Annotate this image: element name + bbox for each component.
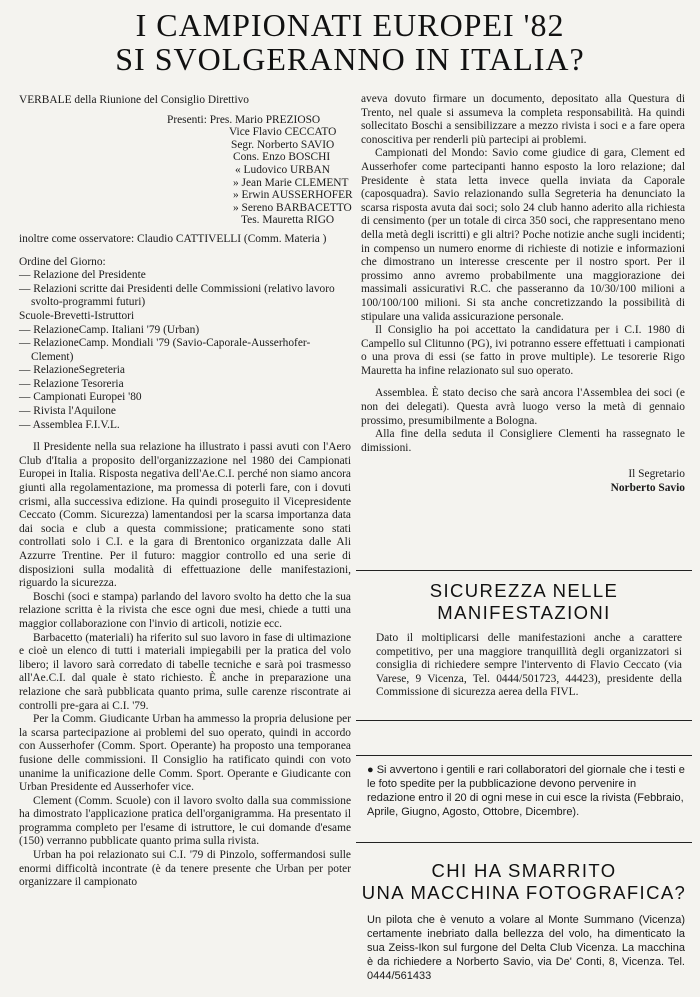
paragraph: Urban ha poi relazionato sui C.I. '79 di Pinzolo, soffermandosi sulle enormi difficoltà incontrate (è da tenere presente che Urban per poter organizzare il campionato <box>19 849 351 889</box>
present-line: Tes. Mauretta RIGO <box>241 214 335 227</box>
paragraph: Campionati del Mondo: Savio come giudice di gara, Clement ed Ausserhofer come partecipanti hanno esposto la loro relazione; dal Presidente è stata letta invece quella inviata da Caporale (caposquadra). Savio relazionando sulla Segreteria ha denunciato la scarsa risposta avuta dai soci; solo 24 club hanno aderito alla richiesta di censimento (per un totale di circa 350 soci, che rappresentano meno della metà degli iscritti) e gli altri? Poche notizie anche sugli incidenti; in compenso un numero enorme di richieste di notizie e informazioni che dimostrano un interesse crescente per il nostro sport. Per il prossimo anno avremo probabilmente una maggiorazione dei massimali assicurativi R.C. che passeranno da 10/30/100 milioni a 100/100/100 milioni. Si sta anche concretizzando la possibilità di stipulare una valida assicurazione personale. <box>361 147 685 323</box>
headline-line-1: I CAMPIONATI EUROPEI '82 <box>135 7 565 43</box>
agenda-list <box>19 269 351 432</box>
present-line: » Jean Marie CLEMENT <box>233 176 349 189</box>
paragraph: Il Presidente nella sua relazione ha illustrato i passi avuti con l'Aero Club d'Italia a proposito dell'organizzazione nel 1980 dei Campionati Europei in Italia. Risposta negativa dell'Ae.C.I. perché non siamo ancora giunti alla regolamentazione, ma promessa di poterli fare, con i dovuti crismi, alla successiva edizione. Ha quindi proseguito il Vicepresidente Ceccato (Comm. Sicurezza) lamentandosi per la scarsa importanza data dai socia e club a questa commissione; praticamente sono stati controllati solo i C.I. e la gara di Brentonico organizzata dalle Ali Azzurre Trentine. Per il futuro: maggior controllo ed una serie di disposizioni sulla modalità di effettuazione delle manifestazioni, riguardo la sicurezza. <box>19 441 351 590</box>
present-line: » Erwin AUSSERHOFER <box>233 189 353 202</box>
paragraph: Boschi (soci e stampa) parlando del lavoro svolto ha detto che la sua relazione scritta è la rivista che esce ogni due mesi, chiede a tutti una maggior collaborazione con l'invio di articoli, notizie ecc. <box>19 590 351 630</box>
paragraph: aveva dovuto firmare un documento, depositato alla Questura di Trento, nel quale si assumeva la completa responsabilità. Ha quindi sollecitato Boschi a sensibilizzare a mezzo rivista i soci e a fare opera conoscitiva per renderli più partecipi ai problemi. <box>361 93 685 146</box>
headline <box>0 8 700 76</box>
agenda-item: — Rivista l'Aquilone <box>19 405 116 418</box>
agenda-item: Scuole-Brevetti-Istruttori <box>19 309 135 322</box>
signature-role: Il Segretario <box>628 468 685 481</box>
present-line: Presenti: Pres. Mario PREZIOSO <box>167 113 321 126</box>
present-line: Segr. Norberto SAVIO <box>231 138 335 151</box>
agenda-title: Ordine del Giorno: <box>19 255 106 268</box>
right-column <box>361 93 685 495</box>
present-line: Vice Flavio CECCATO <box>229 126 337 139</box>
agenda-item: — Assemblea F.I.V.L. <box>19 418 120 431</box>
present-line: » Sereno BARBACETTO <box>233 201 352 214</box>
agenda-item: — RelazioneCamp. Mondiali '79 (Savio-Caporale-Ausserhofer-Clement) <box>19 337 311 363</box>
lost-title <box>356 860 692 904</box>
signature-block <box>361 467 685 495</box>
lost-title-line-1: CHI HA SMARRITO <box>431 860 617 881</box>
divider <box>356 842 692 843</box>
agenda-item: — Relazione Tesoreria <box>19 377 124 390</box>
agenda-item: — RelazioneCamp. Italiani '79 (Urban) <box>19 323 200 336</box>
verbale-intro: VERBALE della Riunione del Consiglio Direttivo <box>19 94 250 106</box>
agenda-item: — Relazioni scritte dai Presidenti delle Commissioni (relativo lavoro svolto-programmi futuri) <box>19 282 335 309</box>
lost-title-line-2: UNA MACCHINA FOTOGRAFICA? <box>361 882 687 903</box>
sicurezza-text: Dato il moltiplicarsi delle manifestazioni anche a carattere competitivo, per una maggiore tranquillità degli organizzatori si consiglia di richiedere sempre l'intervento di Flavio Ceccato (via Varese, 9 Vicenza, Tel. 0444/501723, 44423), presidente della Commissione di sicurezza aerea della FIVL. <box>376 632 682 699</box>
paragraph: Clement (Comm. Scuole) con il lavoro svolto dalla sua commissione ha dimostrato l'applicazione pratica dell'organigramma. Ha presentato il programma completo per l'esame di istruttore, le cui domande d'esame (150) verranno pubblicate quanto prima sulla rivista. <box>19 794 351 848</box>
paragraph: Barbacetto (materiali) ha riferito sul suo lavoro in fase di ultimazione e cioè un elenco di tutti i materiali impiegabili per la pratica del volo libero; il lavoro sarà corredato di tabelle tecniche e sarà poi trasmesso all'Ae.C.I. dal quale è stato richiesto. È anche in preparazione una relazione che sarà pubblicata quanto prima, sulle carenze riscontrate ai controlli pre-gara ai C.I. '79. <box>19 631 351 712</box>
divider <box>356 755 692 756</box>
paragraph: Assemblea. È stato deciso che sarà ancora l'Assemblea dei soci (e non dei delegati). Questa avrà luogo verso la metà di gennaio prossimo, presumibilmente a Bologna. <box>361 387 685 427</box>
sicurezza-title <box>356 580 692 624</box>
headline-line-2: SI SVOLGERANNO IN ITALIA? <box>115 41 585 77</box>
notice-text: ● Si avvertono i gentili e rari collaboratori del giornale che i testi e le foto spedite per la pubblicazione devono pervenire in redazione entro il 20 di ogni mese in cui esce la rivista (Febbraio, Aprile, Giugno, Agosto, Ottobre, Dicembre). <box>367 764 685 818</box>
agenda-item: — RelazioneSegreteria <box>19 364 125 377</box>
sicurezza-title-line-1: SICUREZZA NELLE <box>429 580 619 601</box>
observer-line: inoltre come osservatore: Claudio CATTIVELLI (Comm. Materia ) <box>19 232 327 245</box>
agenda-item: — Relazione del Presidente <box>19 269 146 282</box>
paragraph: Alla fine della seduta il Consigliere Clementi ha rassegnato le dimissioni. <box>361 428 685 454</box>
divider <box>356 720 692 721</box>
paragraph: Per la Comm. Giudicante Urban ha ammesso la propria delusione per la scarsa partecipazione ai problemi del suo operato, quindi in accordo con Ausserhofer (Comm. Sport. Operante) ha proposto una temporanea fusione delle commissioni. Il Consiglio ha ratificato quindi con voto unanime la unificazione delle Comm. Sport. Operante e Giudicante con Urban Presidente ed Ausserhofer vice. <box>19 713 351 794</box>
lost-text: Un pilota che è venuto a volare al Monte Summano (Vicenza) certamente inebriato dalla bellezza del volo, ha dimenticato la sua Zeiss-Ikon sul furgone del Delta Club Vicenza. La macchina è da richiedere a Norberto Savio, via De' Conti, 8, Vicenza. Tel. 0444/561433 <box>367 914 685 982</box>
signature-name: Norberto Savio <box>610 482 685 495</box>
left-column <box>19 94 351 890</box>
present-line: Cons. Enzo BOSCHI <box>233 151 331 164</box>
paragraph: Il Consiglio ha poi accettato la candidatura per i C.I. 1980 di Campello sul Clitunno (PG), ivi potranno essere effettuati i campionati o una prova di essi (se fatto in prove multiple). Le tesorerie Rigo Mauretta ha infine relazionato sul suo operato. <box>361 324 685 377</box>
divider <box>356 570 692 571</box>
present-line: « Ludovico URBAN <box>235 163 330 176</box>
agenda-item: — Campionati Europei '80 <box>19 391 142 404</box>
sicurezza-title-line-2: MANIFESTAZIONI <box>437 602 611 623</box>
present-list <box>167 114 351 227</box>
